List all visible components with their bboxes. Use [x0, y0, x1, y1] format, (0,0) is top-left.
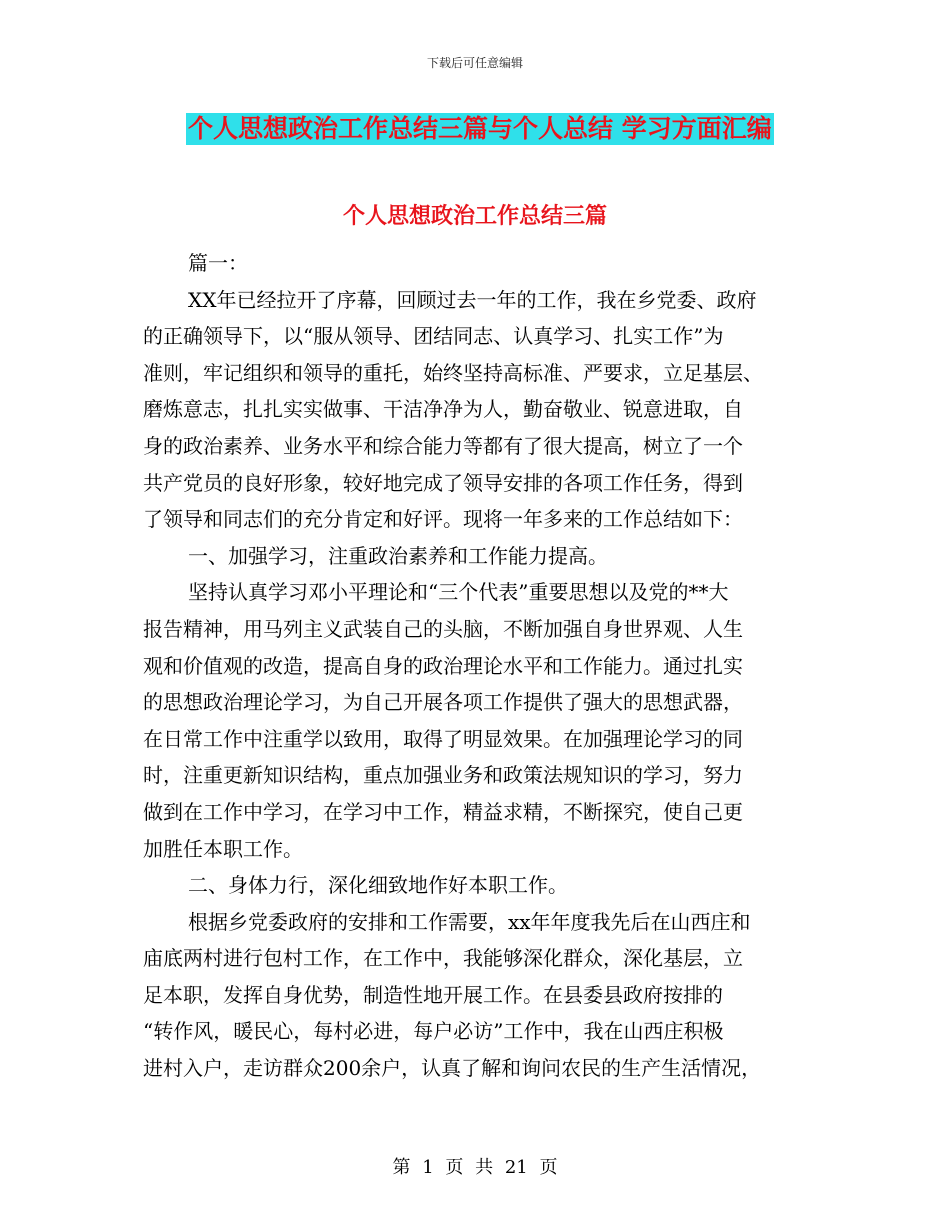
paragraph — [143, 245, 803, 282]
paragraph — [143, 574, 803, 867]
paragraph-line: 加胜任本职工作。 — [143, 836, 303, 861]
paragraph-line: 的思想政治理论学习，为自己开展各项工作提供了强大的思想武器， — [143, 690, 743, 715]
paragraph-line: “转作风，暖民心，每村必进，每户必访”工作中，我在山西庄积极 — [143, 1019, 724, 1044]
document-body — [143, 245, 803, 1087]
document-title: 个人思想政治工作总结三篇与个人总结 学习方面汇编 — [188, 114, 772, 143]
paragraph-line: 二、身体力行，深化细致地作好本职工作。 — [188, 873, 568, 898]
paragraph-line: 身的政治素养、业务水平和综合能力等都有了很大提高，树立了一个 — [143, 433, 743, 458]
paragraph-line: 报告精神，用马列主义武装自己的头脑，不断加强自身世界观、人生 — [143, 616, 743, 641]
paragraph — [143, 904, 803, 1087]
paragraph-line: 磨炼意志，扎扎实实做事、干洁净净为人，勤奋敬业、锐意进取，自 — [143, 397, 743, 422]
paragraph — [143, 282, 803, 538]
paragraph-line: 观和价值观的改造，提高自身的政治理论水平和工作能力。通过扎实 — [143, 653, 743, 678]
paragraph-line: 在日常工作中注重学以致用，取得了明显效果。在加强理论学习的同 — [143, 726, 743, 751]
paragraph-line: 准则，牢记组织和领导的重托，始终坚持高标准、严要求，立足基层、 — [143, 360, 763, 385]
paragraph-line: 足本职，发挥自身优势，制造性地开展工作。在县委县政府按排的 — [143, 982, 723, 1007]
paragraph-line: 做到在工作中学习，在学习中工作，精益求精，不断探究，使自己更 — [143, 799, 743, 824]
paragraph-line: 的正确领导下，以“服从领导、团结同志、认真学习、扎实工作”为 — [143, 324, 724, 349]
paragraph-line: 坚持认真学习邓小平理论和“三个代表”重要思想以及党的**大 — [188, 580, 729, 605]
page-footer: 第 1 页 共 21 页 — [392, 1157, 558, 1178]
paragraph-line: 了领导和同志们的充分肯定和好评。现将一年多来的工作总结如下： — [143, 507, 743, 532]
paragraph-line: 篇一： — [188, 251, 248, 275]
paragraph — [143, 867, 803, 904]
section-title: 个人思想政治工作总结三篇 — [342, 203, 607, 229]
paragraph-line: 庙底两村进行包村工作，在工作中，我能够深化群众，深化基层，立 — [143, 946, 743, 971]
paragraph-line: 进村入户，走访群众200余户，认真了解和询问农民的生产生活情况， — [143, 1056, 762, 1081]
paragraph-line: 一、加强学习，注重政治素养和工作能力提高。 — [188, 543, 608, 568]
paragraph-line: 共产党员的良好形象，较好地完成了领导安排的各项工作任务，得到 — [143, 470, 743, 495]
paragraph-line: 根据乡党委政府的安排和工作需要，xx年年度我先后在山西庄和 — [188, 909, 751, 934]
paragraph-line: XX年已经拉开了序幕，回顾过去一年的工作，我在乡党委、政府 — [188, 287, 757, 312]
header-note: 下载后可任意编辑 — [426, 56, 523, 70]
paragraph — [143, 538, 803, 575]
paragraph-line: 时，注重更新知识结构，重点加强业务和政策法规知识的学习，努力 — [143, 763, 743, 788]
